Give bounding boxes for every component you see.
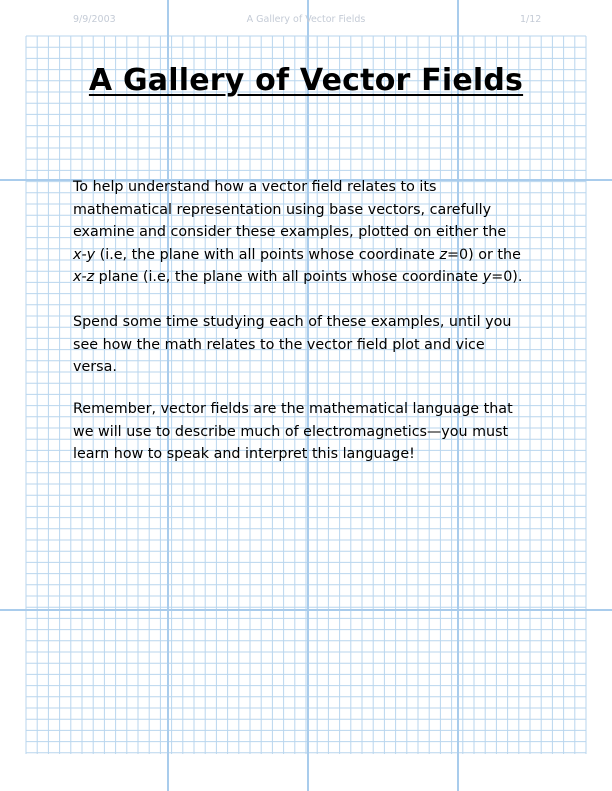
paragraph-intro: [73, 176, 543, 289]
line-text: =0).: [491, 269, 523, 285]
paragraph-line: see how the math relates to the vector field plot and vice: [73, 336, 485, 353]
paragraph-remember: [73, 398, 543, 466]
header-page-number: 1/12: [520, 14, 542, 25]
paragraph-line: Remember, vector fields are the mathematical language that: [73, 401, 513, 417]
variable-y: y: [482, 269, 492, 285]
page-header: [0, 14, 612, 28]
line-text: (i.e, the plane with all points whose coordinate: [95, 246, 440, 263]
variable-xy: x-y: [73, 246, 96, 263]
page-title: A Gallery of Vector Fields: [88, 63, 524, 98]
paragraph-line: [73, 266, 543, 289]
variable-z: z: [439, 246, 448, 263]
paragraph-line: To help understand how a vector field relates to its: [73, 179, 437, 195]
header-running-title: A Gallery of Vector Fields: [246, 14, 366, 25]
paragraph-line: examine and consider these examples, plotted on either the: [73, 224, 507, 240]
paragraph-line: we will use to describe much of electromagnetics—you must: [73, 423, 509, 440]
paragraph-study: [73, 311, 543, 379]
paragraph-line: versa.: [73, 359, 117, 375]
paragraph-line: [73, 244, 543, 267]
paragraph-line: Spend some time studying each of these examples, until you: [73, 314, 512, 330]
header-date: 9/9/2003: [73, 14, 116, 25]
paragraph-line: mathematical representation using base vectors, carefully: [73, 201, 492, 218]
variable-xz: x-z: [73, 269, 95, 285]
paragraph-line: learn how to speak and interpret this language!: [73, 446, 415, 462]
line-text: plane (i.e, the plane with all points whose coordinate: [94, 269, 483, 285]
line-text: =0) or the: [447, 246, 521, 263]
